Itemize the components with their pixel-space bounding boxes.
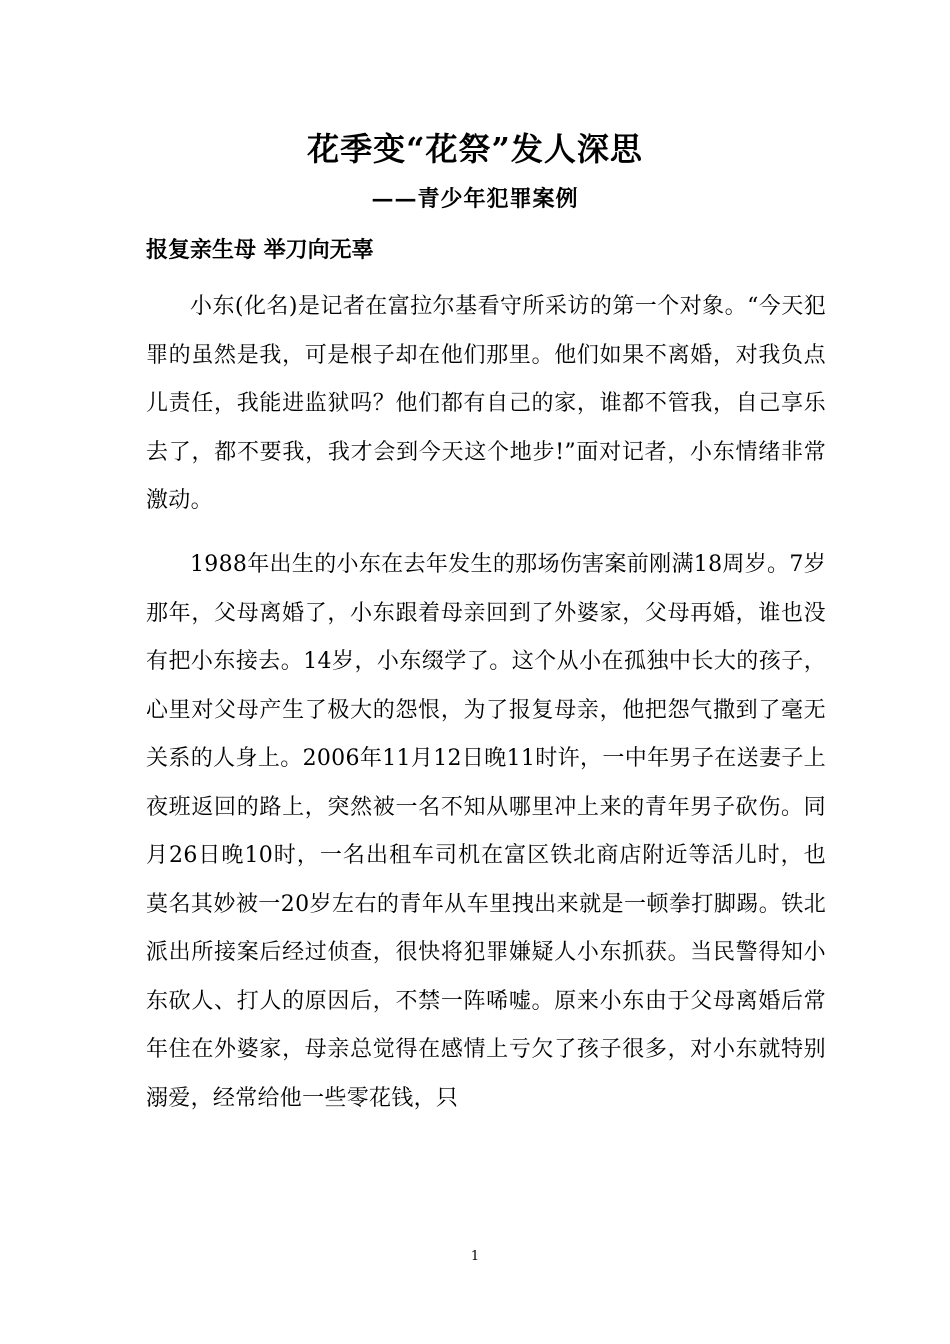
body-paragraph: 1988年出生的小东在去年发生的那场伤害案前刚满18周岁。7岁那年，父母离婚了，小东跟着母亲回到了外婆家，父母再婚，谁也没有把小东接去。14岁，小东缀学了。这个从小在孤独中长大的孩子，心里对父母产生了极大的怨恨，为了报复母亲，他把怨气撒到了毫无关系的人身上。2006年11月12日晚11时许，一中年男子在送妻子上夜班返回的路上，突然被一名不知从哪里冲上来的青年男子砍伤。同月26日晚10时，一名出租车司机在富区铁北商店附近等活儿时，也莫名其妙被一20岁左右的青年从车里拽出来就是一顿拳打脚踢。铁北派出所接案后经过侦查，很快将犯罪嫌疑人小东抓获。当民警得知小东砍人、打人的原因后，不禁一阵唏嘘。原来小东由于父母离婚后常年住在外婆家，母亲总觉得在感情上亏欠了孩子很多，对小东就特别溺爱，经常给他一些零花钱，只 [146,552,826,1111]
page-number: 1 [470,1249,480,1264]
section-heading: 报复亲生母 举刀向无辜 [146,237,374,263]
body-paragraph: 小东(化名)是记者在富拉尔基看守所采访的第一个对象。“今天犯罪的虽然是我，可是根子却在他们那里。他们如果不离婚，对我负点儿责任，我能进监狱吗？他们都有自己的家，谁都不管我，自己享乐去了，都不要我，我才会到今天这个地步!”面对记者，小东情绪非常激动。 [146,294,826,513]
document-title: 花季变“花祭”发人深思 [307,130,643,168]
document-subtitle: ——青少年犯罪案例 [371,186,579,212]
